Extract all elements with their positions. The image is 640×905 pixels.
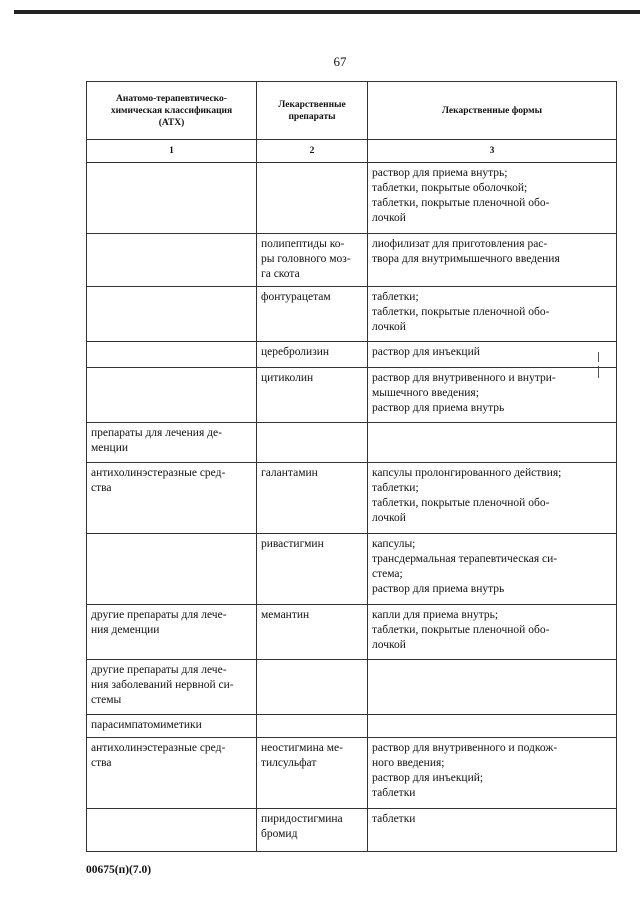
table-row: [87, 605, 617, 660]
table-row: [87, 234, 617, 287]
cell-line: таблетки, покрытые оболочкой;: [372, 182, 528, 194]
cell-line: раствор для приема внутрь;: [372, 167, 508, 179]
table-header-row: [87, 82, 617, 140]
cell-line: таблетки;: [372, 291, 419, 303]
drug-table: [86, 81, 617, 852]
cell-line: раствор для инъекций: [372, 346, 480, 358]
cell-line: ния заболеваний нервной си-: [91, 679, 234, 691]
cell-line: антихолинэстеразные сред-: [91, 742, 226, 754]
forms-cell: [368, 423, 617, 463]
forms-cell: [368, 463, 617, 534]
document-code: 00675(п)(7.0): [86, 864, 152, 876]
forms-cell: [368, 163, 617, 234]
drug-cell: [257, 534, 368, 605]
cell-line: парасимпатомиметики: [91, 719, 202, 731]
header-line: Лекарственные формы: [441, 105, 543, 116]
drug-cell: [257, 463, 368, 534]
table-row: [87, 715, 617, 738]
cell-line: цитиколин: [261, 372, 314, 384]
forms-cell: [368, 342, 617, 368]
header-line: Анатомо-терапевтическо-: [116, 93, 227, 104]
atx-cell: [87, 163, 257, 234]
cell-line: другие препараты для лече-: [91, 609, 227, 621]
cell-line: таблетки;: [372, 482, 419, 494]
cell-line: полипептиды ко-: [261, 238, 345, 250]
atx-cell: [87, 463, 257, 534]
forms-cell: [368, 738, 617, 809]
atx-cell: [87, 738, 257, 809]
top-rule: [14, 10, 640, 14]
atx-cell: [87, 809, 257, 852]
cell-line: другие препараты для лече-: [91, 664, 227, 676]
drug-cell: [257, 368, 368, 423]
cell-line: лочкой: [372, 639, 406, 651]
drug-cell: [257, 809, 368, 852]
cell-line: мемантин: [261, 609, 310, 621]
column-number: 1: [87, 140, 257, 163]
atx-cell: [87, 234, 257, 287]
forms-cell: [368, 660, 617, 715]
atx-cell: [87, 342, 257, 368]
cell-line: лочкой: [372, 212, 406, 224]
cell-line: лочкой: [372, 512, 406, 524]
cell-line: бромид: [261, 828, 298, 840]
table-row: [87, 738, 617, 809]
page-number: 67: [333, 54, 347, 69]
cell-line: церебролизин: [261, 346, 330, 358]
drug-cell: [257, 287, 368, 342]
atx-cell: [87, 368, 257, 423]
cell-line: ния деменции: [91, 624, 160, 636]
drug-cell: [257, 605, 368, 660]
cell-line: антихолинэстеразные сред-: [91, 467, 226, 479]
cell-line: неостигмина ме-: [261, 742, 343, 754]
drug-cell: [257, 423, 368, 463]
cell-line: таблетки: [372, 787, 416, 799]
forms-cell: [368, 605, 617, 660]
forms-cell: [368, 809, 617, 852]
cell-line: твора для внутримышечного введения: [372, 253, 560, 265]
table-row: [87, 660, 617, 715]
cell-line: стема;: [372, 568, 403, 580]
drug-cell: [257, 234, 368, 287]
forms-cell: [368, 368, 617, 423]
cell-line: препараты для лечения де-: [91, 427, 222, 439]
cell-line: ства: [91, 482, 112, 494]
cell-line: таблетки, покрытые пленочной обо-: [372, 624, 550, 636]
drug-cell: [257, 163, 368, 234]
atx-cell: [87, 423, 257, 463]
table-row: [87, 342, 617, 368]
header-line: химическая классификация: [110, 105, 233, 116]
forms-cell: [368, 715, 617, 738]
forms-cell: [368, 234, 617, 287]
cell-line: таблетки, покрытые пленочной обо-: [372, 497, 550, 509]
atx-cell: [87, 660, 257, 715]
table-row: [87, 463, 617, 534]
atx-cell: [87, 715, 257, 738]
table-row: [87, 423, 617, 463]
cell-line: раствор для приема внутрь: [372, 402, 505, 414]
cell-line: менции: [91, 442, 128, 454]
cell-line: ривастигмин: [261, 538, 324, 550]
cell-line: капсулы;: [372, 538, 416, 550]
table-row: [87, 163, 617, 234]
forms-cell: [368, 534, 617, 605]
cell-line: раствор для внутривенного и внутри-: [372, 372, 556, 384]
cell-line: раствор для приема внутрь: [372, 583, 505, 595]
atx-cell: [87, 605, 257, 660]
drug-cell: [257, 715, 368, 738]
cell-line: фонтурацетам: [261, 291, 331, 303]
cell-line: мышечного введения;: [372, 387, 479, 399]
cell-line: ры головного моз-: [261, 253, 351, 265]
column-number-row: [87, 140, 617, 163]
cell-line: таблетки, покрытые пленочной обо-: [372, 197, 550, 209]
cell-line: капсулы пролонгированного действия;: [372, 467, 562, 479]
drug-cell: [257, 342, 368, 368]
column-number: 2: [257, 140, 368, 163]
table-row: [87, 287, 617, 342]
table-row: [87, 534, 617, 605]
cell-line: галантамин: [261, 467, 318, 479]
atx-cell: [87, 287, 257, 342]
cell-line: ства: [91, 757, 112, 769]
cell-line: таблетки, покрытые пленочной обо-: [372, 306, 550, 318]
drug-cell: [257, 660, 368, 715]
cell-line: стемы: [91, 694, 122, 706]
table-row: [87, 809, 617, 852]
cell-line: трансдермальная терапевтическая си-: [372, 553, 558, 565]
cell-line: капли для приема внутрь;: [372, 609, 499, 621]
cell-line: тилсульфат: [261, 757, 317, 769]
cell-line: лиофилизат для приготовления рас-: [372, 238, 548, 250]
cell-line: пиридостигмина: [261, 813, 343, 825]
column-number: 3: [368, 140, 617, 163]
cell-line: га скота: [261, 268, 300, 280]
header-line: (АТХ): [158, 117, 185, 128]
cell-line: лочкой: [372, 321, 406, 333]
drug-cell: [257, 738, 368, 809]
atx-cell: [87, 534, 257, 605]
cell-line: раствор для инъекций;: [372, 772, 484, 784]
header-line: Лекарственные: [278, 99, 346, 110]
table-row: [87, 368, 617, 423]
cell-line: ного введения;: [372, 757, 445, 769]
header-drugs: [257, 82, 368, 140]
cell-line: раствор для внутривенного и подкож-: [372, 742, 558, 754]
cell-line: таблетки: [372, 813, 416, 825]
forms-cell: [368, 287, 617, 342]
header-atx: [87, 82, 257, 140]
header-forms: [368, 82, 617, 140]
header-line: препараты: [288, 111, 336, 122]
